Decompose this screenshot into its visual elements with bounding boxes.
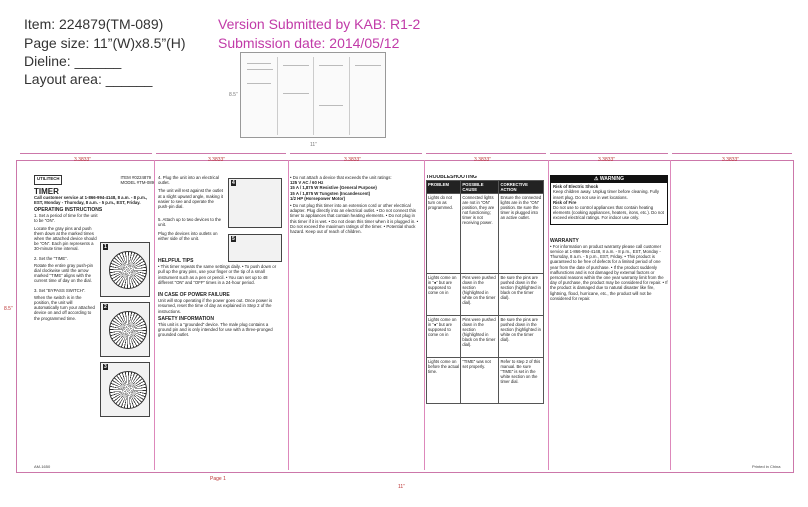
rating-motor: 1/2 HP (Horsepower Motor) <box>290 195 346 201</box>
figure-3: 3 <box>100 362 150 417</box>
rating-tungsten: 15 A / 1,875 W Tungsten (Incandescent) <box>290 190 371 196</box>
figure-1: 1 <box>100 242 150 297</box>
shock-text: Keep children away. Unplug timer before cleaning. Fully insert plug. Do not use in wet locations. <box>553 189 659 200</box>
figure-4: 4 <box>228 178 282 228</box>
table-row: Lights do not turn on as programmed. Connected lights are not in “ON” position, they are not functioning; timer is not receiving power. Ensure the connected lights are in the “ON” position. Be sure the timer is plugged into an active outlet. <box>427 194 544 274</box>
table-row: Lights come on in “●” but are supposed to come on in Pins were pushed down in the section (highlighted in white on the timer dial). Be sure the pins are pushed down in the section (highlighted in black on the timer dial). <box>427 274 544 316</box>
version-label: Version Submitted by KAB: R1-2 <box>218 16 421 32</box>
fire-title: Risk of Fire <box>553 199 577 205</box>
troubleshooting-table <box>426 180 544 404</box>
helpful-tips: • This timer repeats the same settings daily. • To push down or pull up the gray pins, use your finger or the tip of a small instrument such as a pen or pencil. • You can set up to 48 different “ON” and “OFF” times in a 24-hour period. <box>158 264 277 285</box>
panel-width-2: 3.3833” <box>208 157 225 163</box>
table-row: Lights come on before the actual time. “TIME” was not set properly. Refer to step 2 of this manual. Be sure “TIME” is set in the white section on the timer dial. <box>427 358 544 404</box>
panel-troubleshooting <box>426 175 544 445</box>
col-problem: PROBLEM <box>427 181 461 194</box>
safety-bullets: • Do not plug this timer into an extension cord or other electrical adapter. Plug directly into an electrical outlet. • Do not connect this timer to appliances that contain heating elements. • Do not plug in this timer if it is wet. • Do not clean this timer when it is plugged in. • Do not exceed the maximum ratings of the timer. • Potential shock hazard. Keep out of reach of children. <box>290 203 419 235</box>
ratings-intro: • Do not attach a device that exceeds the unit ratings: <box>290 175 392 180</box>
timer-dial-icon <box>109 371 147 409</box>
step-1-detail: Locate the gray pins and push them down at the marked times when the attached device should be “ON”. Each pin represents a 30-minute time interval. <box>34 225 97 252</box>
dieline-label: Dieline: ______ <box>24 53 122 69</box>
table-row: Lights come on in “●” but are supposed to come on in Pins were pushed down in the section (highlighted in black on the timer dial). Be sure the pins are pushed down in the section (highlighted in white on the timer dial). <box>427 316 544 358</box>
step-5-detail: Plug the devices into outlets on either side of the unit. <box>158 230 218 241</box>
step-3-detail: When the switch is in the position, the unit will automatically turn your attached device on and off according to the programmed time. <box>34 294 95 321</box>
item-label: Item: 224879(TM-089) <box>24 16 164 32</box>
step-1: 1. Set a period of time for the unit to be “ON”. <box>34 213 98 224</box>
panel-warning-warranty <box>550 175 668 455</box>
col-cause: POSSIBLE CAUSE <box>461 181 499 194</box>
safety-title: SAFETY INFORMATION <box>158 315 214 322</box>
step-3: 3. Set “BYPASS SWITCH”. <box>34 287 86 293</box>
layout-thumbnail <box>240 52 386 138</box>
thumb-height-label: 8.5” <box>229 92 238 98</box>
warranty-text: • For information on product warranty please call customer service at 1-866-994-4148, 8 a.m. - 8 p.m., EST, Monday - Thursday, 8 a.m. - 5 p.m., EST, Friday. • This product is guaranteed to be free of defects for a limited period of one year from the date of purchase. • If the product suddenly malfunctions and is not damaged by external factors or personal reasons within the one year warranty limit from the day of purchase, the product may be considered for repair. • If the product is damaged due to natural disaster like fire, lightning, flood, hurricane, etc., the product will not be considered for repair. <box>550 243 668 301</box>
product-title: TIMER <box>34 187 59 197</box>
printed-in-label: Printed in China <box>752 464 781 469</box>
power-failure-text: Unit will stop operating if the power goes out. Once power is resumed, reset the time of day as explained in Step 2 of the instructions. <box>158 298 273 314</box>
thumb-width-label: 11” <box>310 142 317 148</box>
rating-voltage: 125 V AC / 60 Hz <box>290 180 324 186</box>
step-2-detail: Rotate the entire gray push-pin dial clockwise until the arrow marked “TIME” aligns with the current time of day on the dial. <box>34 262 93 284</box>
submission-date: Submission date: 2014/05/12 <box>218 35 400 51</box>
panel-width-1: 3.3833” <box>74 157 91 163</box>
page-number-label: Page 1 <box>210 476 226 482</box>
figure-5: 5 <box>228 234 282 262</box>
panel-width-4: 3.3833” <box>474 157 491 163</box>
document-code: AM-1650 <box>34 464 51 469</box>
model-number: MODEL #TM-089 <box>120 180 154 186</box>
operating-instructions-title: OPERATING INSTRUCTIONS <box>34 207 103 214</box>
panel-ratings <box>290 175 420 275</box>
panel-width-3: 3.3833” <box>344 157 361 163</box>
col-action: CORRECTIVE ACTION <box>499 181 544 194</box>
item-number: ITEM #0224879 <box>120 175 152 180</box>
warranty-title: WARRANTY <box>550 237 579 244</box>
step-5: 5. Attach up to two devices to the unit. <box>158 217 222 228</box>
sheet-height-label: 8.5” <box>4 306 13 312</box>
troubleshooting-title: TROUBLESHOOTING <box>426 175 477 180</box>
warning-box <box>550 175 668 225</box>
step-2: 2. Set the “TIME”. <box>34 255 68 261</box>
customer-service-text: Call customer service at 1-866-994-4148, 8 a.m. - 8 p.m., EST, Monday - Thursday, 8 a.m. - 5 p.m., EST, Friday. <box>34 194 148 205</box>
helpful-tips-title: HELPFUL TIPS <box>158 258 194 265</box>
fire-text: Do not use to control appliances that contain heating elements (cooking appliances, heaters, irons, etc.). Do not exceed electrical ratings. For indoor use only. <box>553 205 664 221</box>
timer-dial-icon <box>109 311 147 349</box>
shock-title: Risk of Electric Shock <box>553 184 599 190</box>
power-failure-title: IN CASE OF POWER FAILURE <box>158 292 230 299</box>
panel-width-6: 3.3833” <box>722 157 739 163</box>
panel-width-5: 3.3833” <box>598 157 615 163</box>
figure-2: 2 <box>100 302 150 357</box>
step-4: 4. Plug the unit into an electrical outlet. <box>158 175 219 186</box>
step-4-detail: The unit will rest against the outlet at a slight upward angle, making it easier to see and operate the push-pin dial. <box>158 188 223 210</box>
layout-area-label: Layout area: ______ <box>24 71 153 87</box>
safety-text: This unit is a “grounded” device. The male plug contains a ground pin and is only intended for use with a three-pronged grounded outlet. <box>158 322 273 338</box>
page-size-label: Page size: 11”(W)x8.5”(H) <box>24 35 186 51</box>
timer-dial-icon <box>109 251 147 289</box>
brand-logo: UTILITECH <box>34 175 62 185</box>
sheet-width-label: 11” <box>398 484 405 490</box>
warning-header: ⚠ WARNING <box>551 176 667 183</box>
rating-resistive: 15 A / 1,875 W Resistive (General Purpose) <box>290 185 377 191</box>
